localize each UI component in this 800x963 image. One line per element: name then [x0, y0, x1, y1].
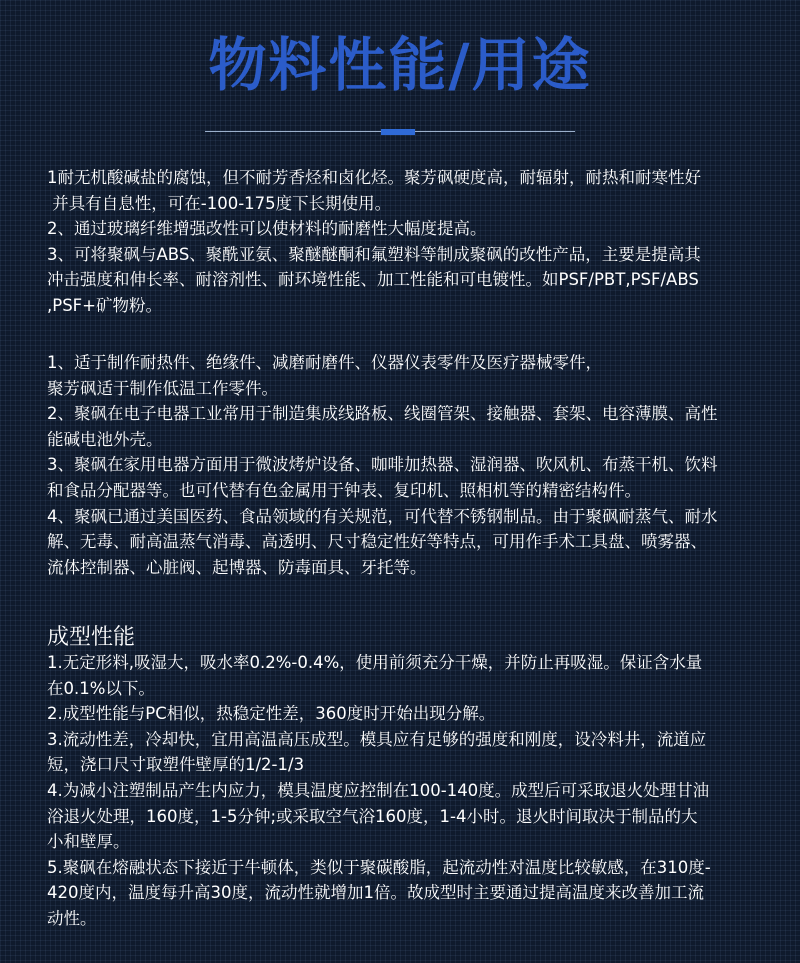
uses-line: 流体控制器、心脏阀、起博器、防毒面具、牙托等。	[47, 557, 427, 577]
uses-line: 1、适于制作耐热件、绝缘件、减磨耐磨件、仪器仪表零件及医疗器械零件，	[47, 353, 602, 372]
properties-line: 2、通过玻璃纤维增强改性可以使材料的耐磨性大幅度提高。	[47, 219, 487, 239]
uses-line: 2、聚砜在电子电器工业常用于制造集成线路板、线圈管架、接触器、套架、电容薄膜、高性	[47, 404, 718, 424]
uses-line: 聚芳砜适于制作低温工作零件。	[47, 378, 278, 398]
molding-line: 420度内，温度每升高30度，流动性就增加1倍。故成型时主要通过提高温度来改善加工流	[47, 883, 704, 903]
molding-line: 4.为减小注塑制品产生内应力，模具温度应控制在100-140度。成型后可采取退火处理甘油	[47, 780, 710, 800]
uses-line: 解、无毒、耐高温蒸气消毒、高透明、尺寸稳定性好等特点，可用作手术工具盘、喷雾器、	[47, 532, 707, 552]
molding-line: 在0.1%以下。	[47, 678, 155, 698]
uses-line: 和食品分配器等。也可代替有色金属用于钟表、复印机、照相机等的精密结构件。	[47, 480, 641, 500]
properties-line: 并具有自息性，可在-100-175度下长期使用。	[47, 193, 392, 213]
molding-line: 1.无定形料,吸湿大，吸水率0.2%-0.4%，使用前须充分干燥，并防止再吸湿。保证含水量	[47, 653, 703, 672]
properties-block	[47, 165, 782, 319]
uses-block	[47, 350, 782, 580]
molding-block	[47, 650, 782, 932]
properties-line: 1耐无机酸碱盐的腐蚀，但不耐芳香烃和卤化烃。聚芳砜硬度高，耐辐射，耐热和耐寒性好	[47, 168, 701, 187]
uses-line: 4、聚砜已通过美国医药、食品领域的有关规范，可代替不锈钢制品。由于聚砜耐蒸气、耐水	[47, 506, 718, 526]
molding-line: 动性。	[47, 908, 97, 928]
properties-line: 3、可将聚砜与ABS、聚酰亚氨、聚醚醚酮和氟塑料等制成聚砜的改性产品，主要是提高其	[47, 244, 701, 264]
uses-line: 3、聚砜在家用电器方面用于微波烤炉设备、咖啡加热器、湿润器、吹风机、布蒸干机、饮料	[47, 455, 718, 475]
properties-line: ,PSF+矿物粉。	[47, 295, 162, 315]
molding-line: 2.成型性能与PC相似，热稳定性差，360度时开始出现分解。	[47, 704, 496, 724]
molding-line: 短，浇口尺寸取塑件壁厚的1/2-1/3	[47, 755, 305, 775]
molding-line: 小和壁厚。	[47, 832, 130, 852]
molding-line: 5.聚砜在熔融状态下接近于牛顿体，类似于聚碳酸脂，起流动性对温度比较敏感，在310度-	[47, 857, 711, 877]
page-title: 物料性能/用途	[208, 31, 592, 99]
molding-line: 3.流动性差，冷却快，宜用高温高压成型。模具应有足够的强度和刚度，设冷料井，流道应	[47, 729, 707, 749]
properties-line: 冲击强度和伸长率、耐溶剂性、耐环境性能、加工性能和可电镀性。如PSF/PBT,PSF/ABS	[47, 270, 699, 290]
molding-line: 浴退火处理，160度，1-5分钟;或采取空气浴160度，1-4小时。退火时间取决于制品的大	[47, 806, 698, 826]
molding-heading: 成型性能	[47, 625, 136, 650]
title-accent-bar	[381, 129, 415, 135]
uses-line: 能碱电池外壳。	[47, 429, 163, 449]
